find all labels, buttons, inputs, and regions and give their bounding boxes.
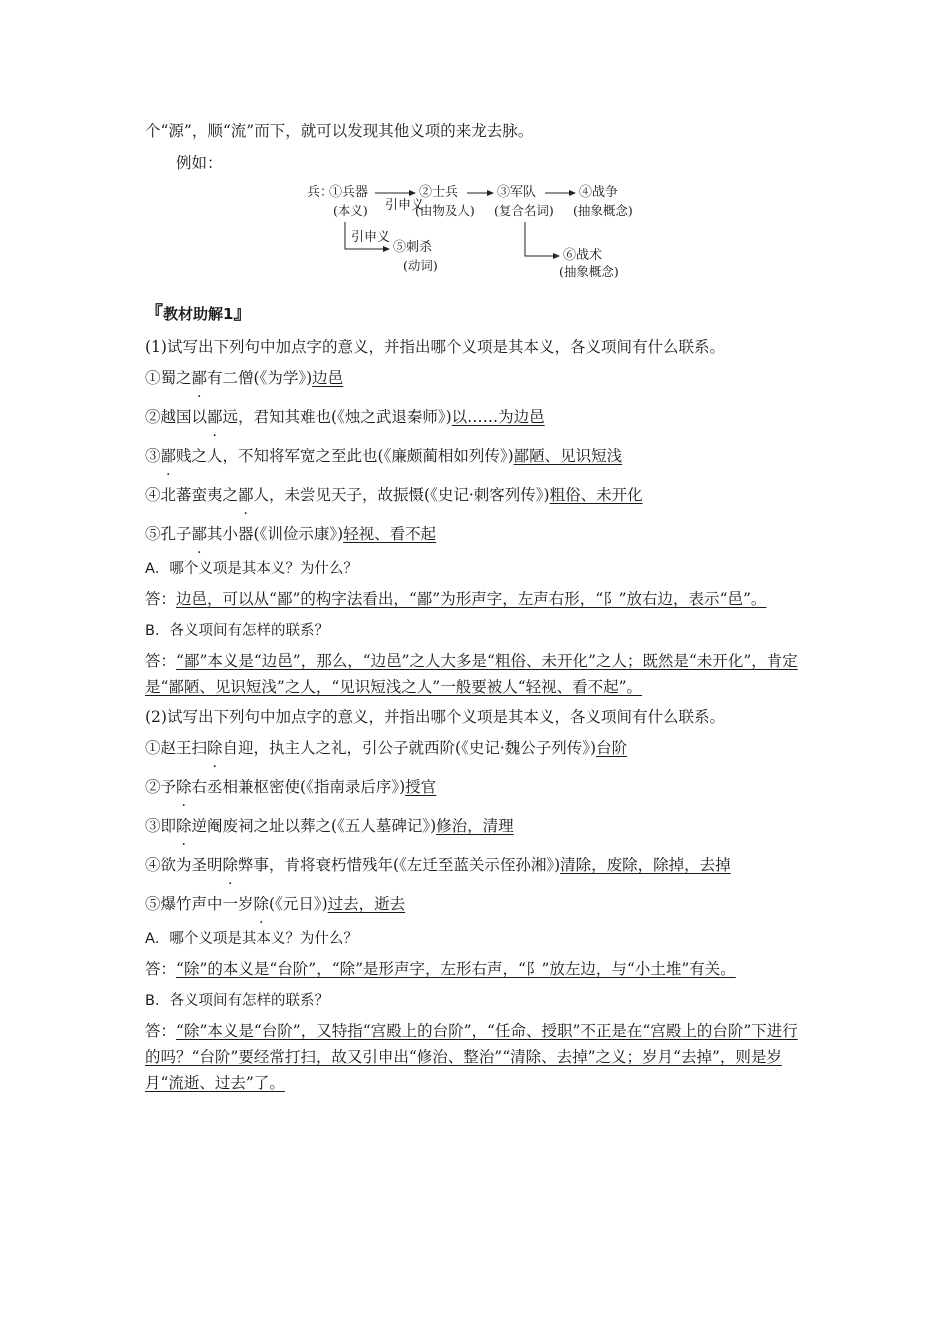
item-answer: 台阶: [596, 739, 628, 757]
item-answer: 边邑: [312, 369, 344, 387]
part1-qa: A．哪个义项是其本义？为什么？: [145, 561, 358, 577]
node-2-sub: (由物及人): [415, 203, 475, 218]
part1-question: (1)试写出下列句中加点字的意义，并指出哪个义项是其本义，各义项间有什么联系。: [145, 338, 725, 356]
dotted-char: 鄙: [191, 525, 208, 543]
part1-qb: B．各义项间有怎样的联系？: [145, 623, 329, 639]
item-text: 远，君知其难也(《烛之武退秦师》): [222, 408, 452, 426]
part1-qb-answer: [145, 648, 810, 700]
item-text: 右丞相兼枢密使(《指南录后序》): [191, 778, 406, 796]
answer-prefix: 答：: [145, 960, 177, 978]
item-text: ⑤爆竹声中一岁: [145, 895, 254, 913]
answer-prefix: 答：: [145, 590, 177, 608]
answer-text: 边邑，可以从“鄙”的构字法看出，“鄙”为形声字，左声右形，“阝”放右边，表示“邑”。: [176, 590, 767, 608]
dotted-char: 除: [222, 856, 239, 874]
item-text: ③即: [145, 817, 177, 835]
intro-text: 个“源”，顺“流”而下，就可以发现其他义项的来龙去脉。: [145, 122, 534, 140]
bracket-open: 『: [145, 303, 163, 324]
part1-items: [145, 368, 810, 544]
document-page: [145, 118, 810, 1096]
dotted-char: 除: [207, 739, 223, 757]
item-text: 有二僧(《为学》): [207, 369, 313, 387]
arrow-label-top: 引申义: [385, 198, 425, 213]
section-heading: [145, 304, 810, 324]
item-answer: 修治，清理: [436, 817, 514, 835]
item-text: ①赵王扫: [145, 739, 208, 757]
dotted-char: 除: [176, 778, 192, 796]
item-text: ④北蕃蛮夷之: [145, 486, 239, 504]
answer-prefix: 答：: [145, 1022, 177, 1040]
arrow-3-6: [525, 222, 559, 256]
item-answer: 粗俗、未开化: [549, 486, 643, 504]
meaning-diagram: [307, 180, 810, 278]
node-1-sub: (本义): [333, 203, 368, 218]
item-text: 其小器(《训俭示康》): [207, 525, 344, 543]
dotted-char: 鄙: [160, 447, 177, 465]
example-label: 例如：: [176, 154, 223, 172]
node-1: ①兵器: [329, 185, 369, 200]
item-text: (《元日》): [269, 895, 328, 913]
item-text: ④欲为圣明: [145, 856, 223, 874]
node-3: ③军队: [497, 185, 537, 200]
dotted-char: 鄙: [207, 408, 223, 426]
part2-items: [145, 738, 810, 914]
section-title: 教材助解1: [163, 305, 234, 323]
list-item: [145, 407, 810, 427]
node-5: ⑤刺杀: [393, 240, 433, 255]
dotted-char: 除: [176, 817, 192, 835]
item-text: ②越国以: [145, 408, 208, 426]
list-item: [145, 855, 810, 875]
node-4: ④战争: [579, 185, 619, 200]
item-answer: 以……为边邑: [451, 408, 545, 426]
dotted-char: 除: [253, 895, 270, 913]
item-text: 弊事，肯将衰朽惜残年(《左迁至蓝关示侄孙湘》): [238, 856, 561, 874]
answer-text: “鄙”本义是“边邑”，那么，“边邑”之人大多是“粗俗、未开化”之人；既然是“未开化”，肯定是“鄙陋、见识短浅”之人，“见识短浅之人”一般要被人“轻视、看不起”。: [145, 652, 798, 696]
part1-qa-answer: [145, 586, 810, 612]
answer-prefix: 答：: [145, 652, 177, 670]
item-answer: 轻视、看不起: [343, 525, 437, 543]
item-answer: 过去，逝去: [327, 895, 406, 913]
list-item: [145, 368, 810, 388]
item-answer: 清除，废除，除掉，去掉: [560, 856, 731, 874]
item-answer: 授官: [405, 778, 437, 796]
list-item: [145, 738, 810, 758]
dotted-char: 鄙: [191, 369, 208, 387]
node-6-sub: (抽象概念): [559, 264, 619, 279]
item-text: 贱之人，不知将军宽之至此也(《廉颇蔺相如列传》): [176, 447, 514, 465]
part2-qa-answer: [145, 956, 810, 982]
node-5-sub: (动词): [403, 258, 438, 273]
item-text: 人，未尝见天子，故振慑(《史记·刺客列传》): [253, 486, 550, 504]
part2-qa: A．哪个义项是其本义？为什么？: [145, 931, 358, 947]
list-item: [145, 816, 810, 836]
part2-qb-answer: [145, 1018, 810, 1096]
list-item: [145, 446, 810, 466]
answer-text: “除”本义是“台阶”，又特指“宫殿上的台阶”，“任命、授职”不正是在“宫殿上的台阶”下进行的吗？“台阶”要经常打扫，故又引申出“修治、整治”“清除、去掉”之义；岁月“去掉”，则是岁月“流逝、过去”了。: [145, 1022, 798, 1092]
item-text: ③: [145, 447, 161, 465]
bracket-close: 』: [233, 303, 252, 324]
arrow-label-down: 引申义: [351, 230, 391, 245]
item-text: ②予: [145, 778, 177, 796]
list-item: [145, 524, 810, 544]
answer-text: “除”的本义是“台阶”，“除”是形声字，左形右声，“阝”放左边，与“小土堆”有关。: [176, 960, 736, 978]
part2-question: (2)试写出下列句中加点字的意义，并指出哪个义项是其本义，各义项间有什么联系。: [145, 708, 725, 726]
item-text: ⑤孔子: [145, 525, 192, 543]
item-text: 逆阉废祠之址以葬之(《五人墓碑记》): [191, 817, 437, 835]
list-item: [145, 894, 810, 914]
diagram-prefix: 兵：: [307, 185, 334, 200]
node-6: ⑥战术: [563, 248, 603, 263]
dotted-char: 鄙: [238, 486, 254, 504]
item-text: ①蜀之: [145, 369, 192, 387]
item-answer: 鄙陋、见识短浅: [513, 447, 623, 465]
node-4-sub: (抽象概念): [573, 203, 633, 218]
list-item: [145, 777, 810, 797]
node-2: ②士兵: [419, 185, 459, 200]
node-3-sub: (复合名词): [494, 203, 554, 218]
list-item: [145, 485, 810, 505]
item-text: 自迎，执主人之礼，引公子就西阶(《史记·魏公子列传》): [222, 739, 597, 757]
part2-qb: B．各义项间有怎样的联系？: [145, 993, 329, 1009]
